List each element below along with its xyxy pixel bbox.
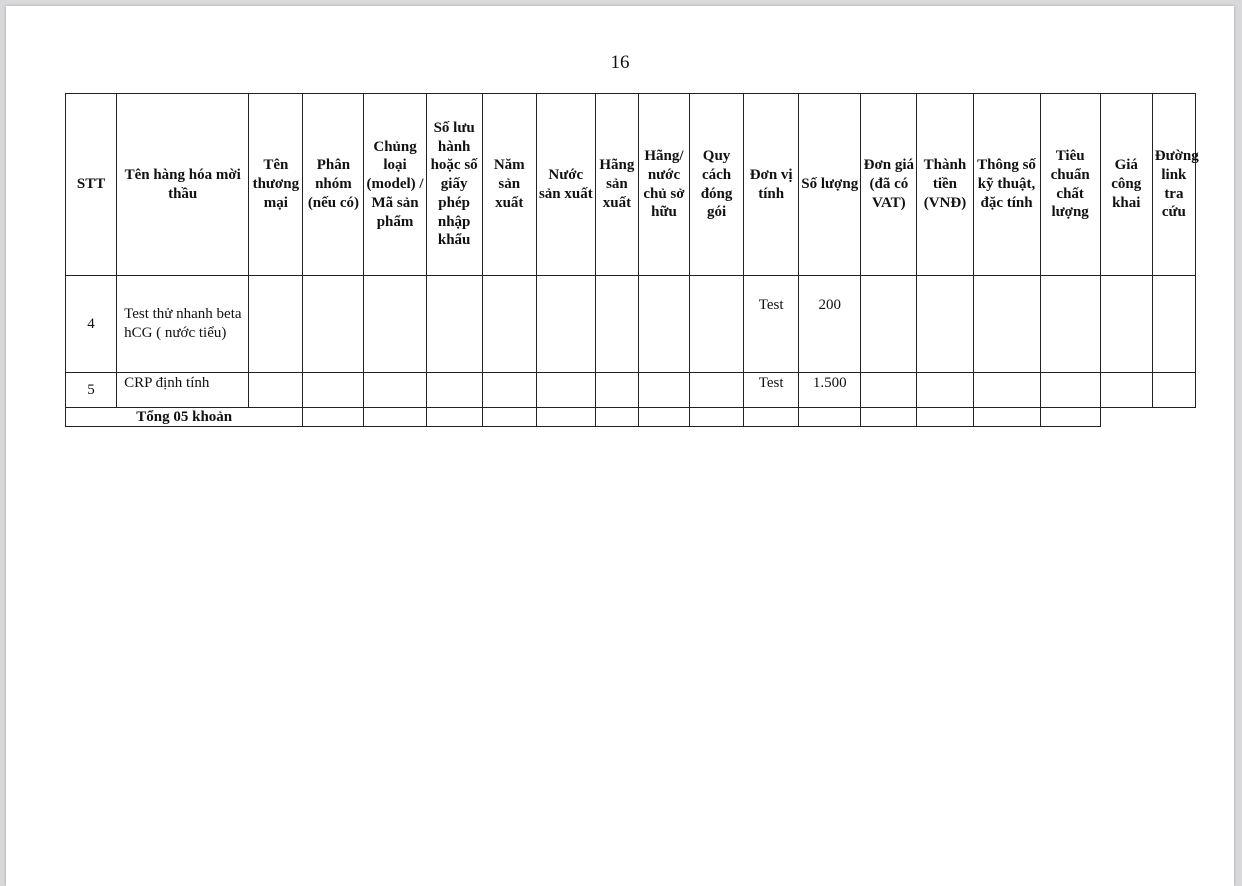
empty-cell bbox=[973, 373, 1040, 408]
empty-cell bbox=[1040, 373, 1100, 408]
empty-cell bbox=[364, 373, 426, 408]
empty-cell bbox=[638, 408, 689, 427]
empty-cell bbox=[482, 408, 536, 427]
header-production-country: Nước sản xuất bbox=[536, 94, 595, 276]
header-stt: STT bbox=[66, 94, 117, 276]
table-header-row bbox=[66, 94, 1196, 276]
empty-cell bbox=[917, 276, 973, 373]
header-quantity: Số lượng bbox=[799, 94, 861, 276]
empty-cell bbox=[799, 408, 861, 427]
header-packaging: Quy cách đóng gói bbox=[690, 94, 744, 276]
empty-cell bbox=[861, 408, 917, 427]
empty-cell bbox=[1100, 276, 1152, 373]
empty-cell bbox=[303, 408, 364, 427]
empty-cell bbox=[1040, 408, 1100, 427]
header-production-year: Năm sản xuất bbox=[482, 94, 536, 276]
header-license-number: Số lưu hành hoặc số giấy phép nhập khẩu bbox=[426, 94, 482, 276]
row-item-name: CRP định tính bbox=[117, 373, 249, 408]
header-public-price: Giá công khai bbox=[1100, 94, 1152, 276]
header-owner: Hãng/ nước chủ sở hữu bbox=[638, 94, 689, 276]
page-number: 16 bbox=[610, 52, 630, 73]
header-unit: Đơn vị tính bbox=[744, 94, 799, 276]
table-row bbox=[66, 373, 1196, 408]
empty-cell bbox=[638, 373, 689, 408]
document-page bbox=[6, 6, 1234, 886]
row-unit: Test bbox=[744, 373, 799, 408]
empty-cell bbox=[1152, 276, 1195, 373]
header-specifications: Thông số kỹ thuật, đặc tính bbox=[973, 94, 1040, 276]
empty-cell bbox=[249, 373, 303, 408]
empty-cell bbox=[303, 373, 364, 408]
header-unit-price: Đơn giá (đã có VAT) bbox=[861, 94, 917, 276]
empty-cell bbox=[536, 408, 595, 427]
empty-cell bbox=[364, 408, 426, 427]
row-stt: 5 bbox=[66, 373, 117, 408]
empty-cell bbox=[861, 276, 917, 373]
empty-cell bbox=[690, 276, 744, 373]
empty-cell bbox=[690, 408, 744, 427]
header-quality-standard: Tiêu chuẩn chất lượng bbox=[1040, 94, 1100, 276]
empty-cell bbox=[249, 276, 303, 373]
empty-cell bbox=[917, 373, 973, 408]
header-trade-name: Tên thương mại bbox=[249, 94, 303, 276]
empty-cell bbox=[1152, 373, 1195, 408]
header-lookup-link: Đường link tra cứu bbox=[1152, 94, 1195, 276]
empty-cell bbox=[482, 276, 536, 373]
empty-cell bbox=[690, 373, 744, 408]
empty-cell bbox=[536, 276, 595, 373]
empty-cell bbox=[364, 276, 426, 373]
header-amount: Thành tiền (VNĐ) bbox=[917, 94, 973, 276]
header-item-name: Tên hàng hóa mời thầu bbox=[117, 94, 249, 276]
empty-cell bbox=[595, 276, 638, 373]
bid-items-table bbox=[65, 93, 1199, 427]
row-unit: Test bbox=[744, 276, 799, 373]
empty-cell bbox=[595, 373, 638, 408]
empty-cell bbox=[1100, 373, 1152, 408]
empty-cell bbox=[861, 373, 917, 408]
row-quantity: 200 bbox=[799, 276, 861, 373]
empty-cell bbox=[973, 408, 1040, 427]
table-row bbox=[66, 276, 1196, 373]
empty-cell bbox=[426, 408, 482, 427]
row-stt: 4 bbox=[66, 276, 117, 373]
total-row bbox=[66, 408, 1196, 427]
empty-cell bbox=[426, 276, 482, 373]
empty-cell bbox=[595, 408, 638, 427]
header-manufacturer: Hãng sản xuất bbox=[595, 94, 638, 276]
header-group: Phân nhóm (nếu có) bbox=[303, 94, 364, 276]
empty-cell bbox=[917, 408, 973, 427]
empty-cell bbox=[303, 276, 364, 373]
empty-cell bbox=[1040, 276, 1100, 373]
empty-cell bbox=[536, 373, 595, 408]
row-quantity: 1.500 bbox=[799, 373, 861, 408]
row-item-name: Test thử nhanh beta hCG ( nước tiểu) bbox=[117, 276, 249, 373]
empty-cell bbox=[638, 276, 689, 373]
header-model: Chủng loại (model) / Mã sản phẩm bbox=[364, 94, 426, 276]
total-label: Tổng 05 khoản bbox=[66, 408, 303, 427]
empty-cell bbox=[744, 408, 799, 427]
empty-cell bbox=[973, 276, 1040, 373]
empty-cell bbox=[482, 373, 536, 408]
empty-cell bbox=[426, 373, 482, 408]
